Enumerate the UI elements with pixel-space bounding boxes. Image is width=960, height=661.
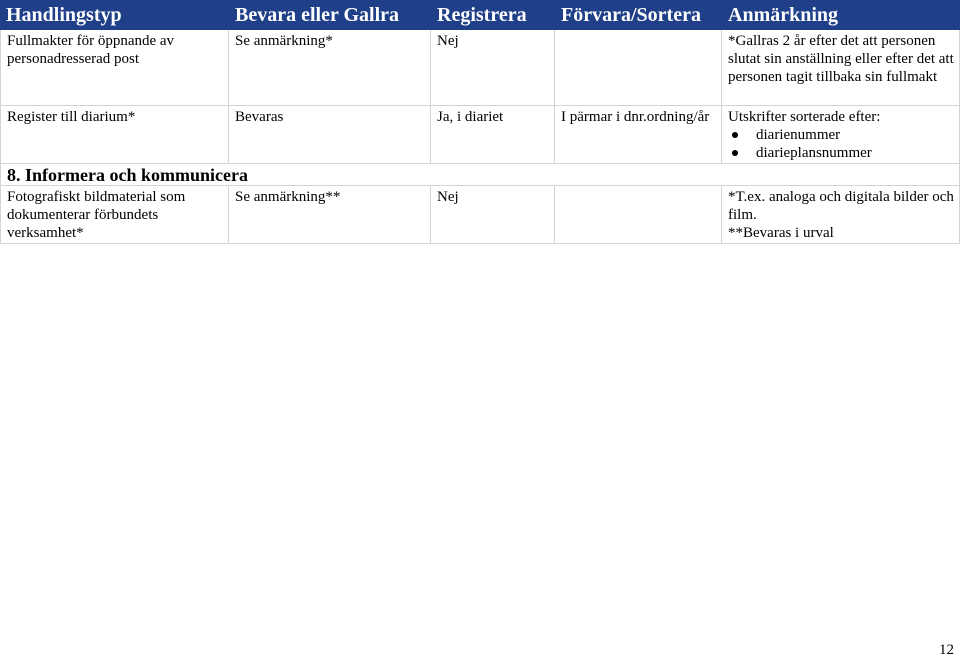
cell-registrera: Nej (431, 30, 555, 105)
cell-anmarkning: *Gallras 2 år efter det att personen slutat sin anställning eller efter det att personen tagit tillbaka sin fullmakt (722, 30, 960, 105)
list-item (728, 144, 955, 162)
bullet-text: diarieplansnummer (756, 145, 872, 161)
cell-registrera: Nej (431, 186, 555, 243)
cell-bevara: Se anmärkning** (229, 186, 431, 243)
list-item (728, 126, 955, 144)
section-heading: 8. Informera och kommunicera (0, 164, 960, 186)
cell-bevara: Bevaras (229, 106, 431, 163)
table-row (0, 186, 960, 244)
header-registrera: Registrera (437, 4, 527, 26)
bullet-icon (732, 132, 738, 138)
anmarkning-line: *T.ex. analoga och digitala bilder och film. (728, 189, 954, 223)
cell-forvara (555, 186, 722, 243)
header-forvara-sortera: Förvara/Sortera (561, 4, 701, 26)
header-bevara-eller-gallra: Bevara eller Gallra (235, 4, 400, 26)
anmarkning-line: **Bevaras i urval (728, 225, 834, 241)
header-anmarkning: Anmärkning (728, 4, 839, 26)
cell-anmarkning (722, 186, 960, 243)
page-number: 12 (939, 642, 954, 658)
cell-registrera: Ja, i diariet (431, 106, 555, 163)
cell-forvara (555, 30, 722, 105)
cell-handlingstyp: Register till diarium* (0, 106, 229, 163)
cell-handlingstyp: Fullmakter för öppnande av personadresserad post (0, 30, 229, 105)
cell-handlingstyp: Fotografiskt bildmaterial som dokumenterar förbundets verksamhet* (0, 186, 229, 243)
bullet-text: diarienummer (756, 127, 841, 143)
document-table (0, 0, 960, 244)
bullet-icon (732, 150, 738, 156)
table-row (0, 30, 960, 106)
header-handlingstyp: Handlingstyp (6, 4, 122, 26)
bullet-list (728, 126, 955, 162)
table-header (0, 0, 960, 30)
table-row (0, 106, 960, 164)
cell-forvara: I pärmar i dnr.ordning/år (555, 106, 722, 163)
cell-anmarkning (722, 106, 960, 163)
anmarkning-intro: Utskrifter sorterade efter: (728, 109, 881, 125)
cell-bevara: Se anmärkning* (229, 30, 431, 105)
